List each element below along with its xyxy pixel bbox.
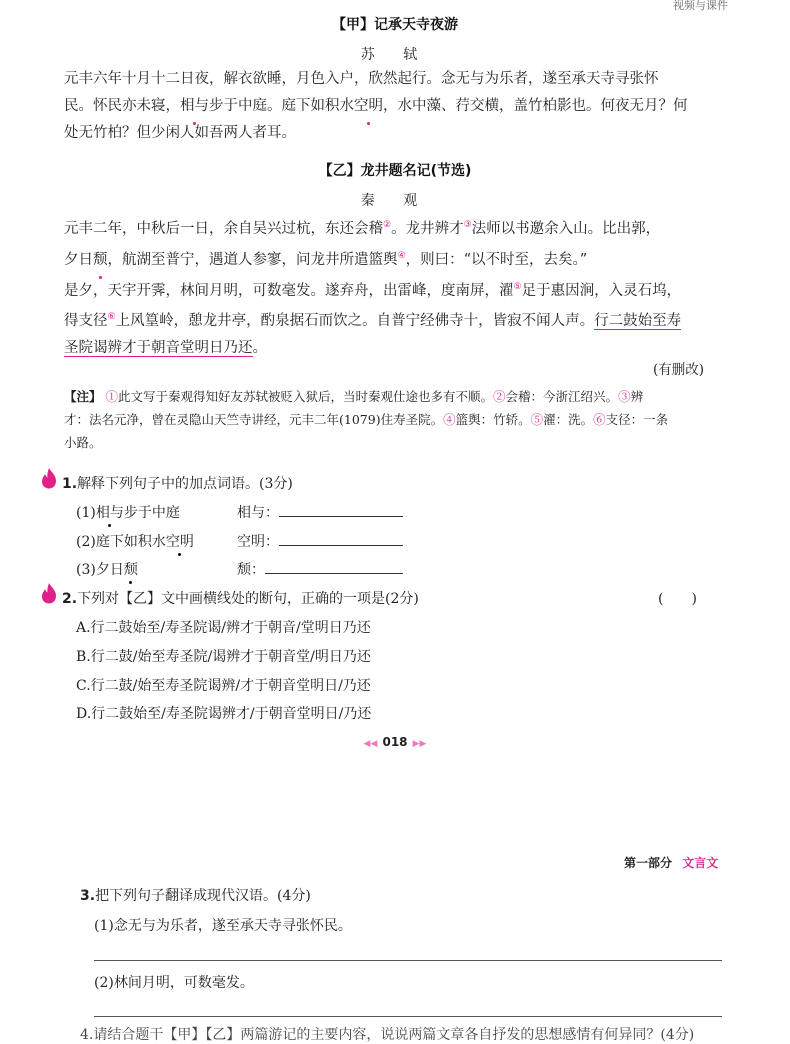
footnote-marker: ⑤ bbox=[513, 281, 522, 292]
passage-b-author: 秦 观 bbox=[360, 193, 430, 209]
note-line-2 bbox=[64, 408, 724, 431]
answer-paren[interactable]: ( ) bbox=[658, 591, 697, 607]
item-index: (1) bbox=[76, 505, 96, 521]
option-a[interactable]: A.行二鼓始至/寿圣院谒/辨才于朝音/堂明日乃还 bbox=[76, 620, 371, 636]
question-number: 1. bbox=[62, 476, 78, 492]
answer-blank[interactable] bbox=[265, 561, 403, 574]
note-text: 会稽：今浙江绍兴。 bbox=[505, 389, 619, 404]
question-4-partial: 4.请结合题干【甲】【乙】两篇游记的主要内容，说说两篇文章各自抒发的思想感情有何异同？(4分) bbox=[80, 1027, 695, 1043]
q1-item-1 bbox=[76, 502, 180, 522]
item-index: (2) bbox=[76, 534, 96, 550]
note-text: 辨 bbox=[630, 389, 644, 404]
text-run: 。龙井辨才 bbox=[391, 220, 464, 237]
arrow-left-icon: ◀◀ bbox=[363, 739, 378, 749]
underlined-sentence: 行二鼓始至寿 bbox=[594, 313, 682, 330]
text-run: 得支径 bbox=[64, 313, 108, 330]
dotted-word: 空明 bbox=[166, 531, 194, 551]
question-3-stem bbox=[80, 885, 311, 905]
item-index: (3) bbox=[76, 562, 96, 578]
note-text: 此文写于秦观得知好友苏轼被贬入狱后，当时秦观仕途也多有不顺。 bbox=[118, 389, 494, 404]
answer-line[interactable] bbox=[94, 1016, 722, 1017]
dotted-word: 相与 bbox=[180, 93, 209, 120]
annotations bbox=[64, 385, 724, 454]
page-number: 018 bbox=[382, 735, 408, 749]
dotted-word: 颓 bbox=[93, 247, 108, 274]
option-c[interactable]: C.行二鼓/始至寿圣院谒辨/才于朝音堂明日/乃还 bbox=[76, 678, 371, 694]
note-line-1 bbox=[64, 385, 724, 408]
question-text: 把下列句子翻译成现代汉语。(4分) bbox=[95, 888, 311, 904]
passage-b-line-4 bbox=[64, 304, 724, 335]
item-text: 步于中庭 bbox=[123, 505, 180, 521]
question-number: 2. bbox=[62, 591, 78, 607]
footnote-marker: ④ bbox=[397, 250, 406, 261]
flame-icon bbox=[40, 467, 58, 489]
notes-label: 【注】 bbox=[64, 389, 102, 404]
arrow-right-icon: ▶▶ bbox=[412, 739, 427, 749]
passage-b-line-3 bbox=[64, 274, 724, 305]
answer-blank[interactable] bbox=[279, 504, 403, 517]
text-run: 夕日 bbox=[64, 251, 93, 268]
passage-a-body bbox=[64, 66, 724, 147]
question-1-stem bbox=[62, 473, 293, 493]
text-run: ，航湖至普宁，遇道人参寥，问龙井所遣篮舆 bbox=[107, 251, 398, 268]
q1-answer-2 bbox=[237, 531, 403, 551]
answer-blank[interactable] bbox=[279, 533, 403, 546]
q1-item-3 bbox=[76, 559, 138, 579]
question-text: 解释下列句子中的加点词语。(3分) bbox=[77, 476, 293, 492]
item-text: 夕日 bbox=[95, 562, 124, 578]
note-number: ⑥ bbox=[593, 412, 606, 427]
dotted-word: 相与 bbox=[96, 502, 124, 522]
passage-b-line-2 bbox=[64, 243, 724, 274]
note-text: 濯：洗。 bbox=[543, 412, 594, 427]
question-2-stem bbox=[62, 588, 419, 608]
note-number: ⑤ bbox=[530, 412, 544, 427]
passage-b-line-5 bbox=[64, 335, 724, 362]
note-number: ③ bbox=[618, 389, 631, 404]
text-run: 上风篁岭，憩龙井亭，酌泉据石而饮之。自普宁经佛寺十，皆寂不闻人声。 bbox=[115, 313, 595, 330]
text-run: 足于惠因涧，入灵石坞， bbox=[521, 282, 682, 299]
text-run: 步于中庭。庭下如积水 bbox=[209, 98, 354, 114]
text-run: ，水中藻、荇交横，盖竹柏影也。何夜无月？何 bbox=[383, 98, 688, 114]
section-part: 第一部分 bbox=[624, 856, 673, 870]
note-text: 才：法名元净，曾在灵隐山天竺寺讲经，元丰二年(1079)住寿圣院。 bbox=[64, 412, 444, 427]
text-run: 民。怀民亦未寝， bbox=[64, 98, 180, 114]
footnote-marker: ② bbox=[383, 220, 392, 230]
passage-a-line-3: 处无竹柏？但少闲人如吾两人者耳。 bbox=[64, 125, 296, 141]
q1-item-2 bbox=[76, 531, 194, 551]
option-b[interactable]: B.行二鼓/始至寿圣院/谒辨才于朝音堂/明日乃还 bbox=[76, 649, 371, 665]
note-text: 支径：一条 bbox=[605, 412, 669, 427]
passage-a-line-2 bbox=[64, 93, 724, 120]
dotted-word: 颓 bbox=[124, 559, 138, 579]
footnote-marker: ⑥ bbox=[107, 312, 116, 323]
page-number-block bbox=[0, 731, 790, 750]
q1-answer-1 bbox=[237, 502, 403, 522]
passage-a-line-1: 元丰六年十月十二日夜，解衣欲睡，月色入户，欣然起行。念无与为乐者，遂至承天寺寻张怀 bbox=[64, 71, 659, 87]
text-run: ，则曰：“以不时至，去矣。” bbox=[405, 251, 588, 268]
passage-a-title: 【甲】记承天寺夜游 bbox=[332, 17, 458, 33]
text-run: 。 bbox=[252, 340, 267, 357]
question-number: 3. bbox=[80, 888, 96, 904]
source-note: (有删改) bbox=[652, 362, 704, 378]
q1-answer-3 bbox=[237, 559, 403, 579]
dotted-word: 空明 bbox=[354, 93, 383, 120]
passage-b-body bbox=[64, 212, 724, 362]
answer-label: 相与： bbox=[237, 505, 279, 521]
answer-line[interactable] bbox=[94, 960, 722, 961]
cutoff-strip bbox=[0, 1024, 790, 1043]
footnote-marker: ③ bbox=[463, 220, 472, 230]
question-text: 下列对【乙】文中画横线处的断句，正确的一项是(2分) bbox=[77, 591, 419, 607]
q3-sentence-2: (2)林间月明，可数毫发。 bbox=[94, 975, 254, 991]
flame-icon bbox=[40, 582, 58, 604]
q3-sentence-1: (1)念无与为乐者，遂至承天寺寻张怀民。 bbox=[94, 918, 352, 934]
answer-label: 颓： bbox=[237, 562, 265, 578]
passage-b-line-1 bbox=[64, 212, 724, 243]
text-run: 元丰二年，中秋后一日，余自吴兴过杭，东还会稽 bbox=[64, 220, 383, 237]
item-text: 庭下如积水 bbox=[95, 534, 166, 550]
note-line-3: 小路。 bbox=[64, 435, 102, 450]
text-run: 是夕，天宇开霁，林间月明，可数毫发。遂弃舟，出雷峰，度南屏，濯 bbox=[64, 282, 514, 299]
underlined-sentence: 圣院谒辨才于朝音堂明日乃还 bbox=[64, 340, 253, 357]
answer-label: 空明： bbox=[237, 534, 279, 550]
option-d[interactable]: D.行二鼓始至/寿圣院谒辨才/于朝音堂明日/乃还 bbox=[76, 706, 372, 722]
section-name: 文言文 bbox=[682, 856, 719, 870]
text-run: 法师以书邀余入山。比出郭， bbox=[471, 220, 661, 237]
passage-b-title: 【乙】龙井题名记(节选) bbox=[318, 163, 472, 179]
section-header bbox=[624, 854, 718, 871]
note-number: ① bbox=[105, 389, 119, 404]
note-number: ④ bbox=[443, 412, 456, 427]
header-caption: 视频与课件 bbox=[673, 0, 728, 12]
note-text: 篮舆：竹轿。 bbox=[455, 412, 531, 427]
note-number: ② bbox=[493, 389, 506, 404]
passage-a-author: 苏 轼 bbox=[360, 47, 430, 63]
